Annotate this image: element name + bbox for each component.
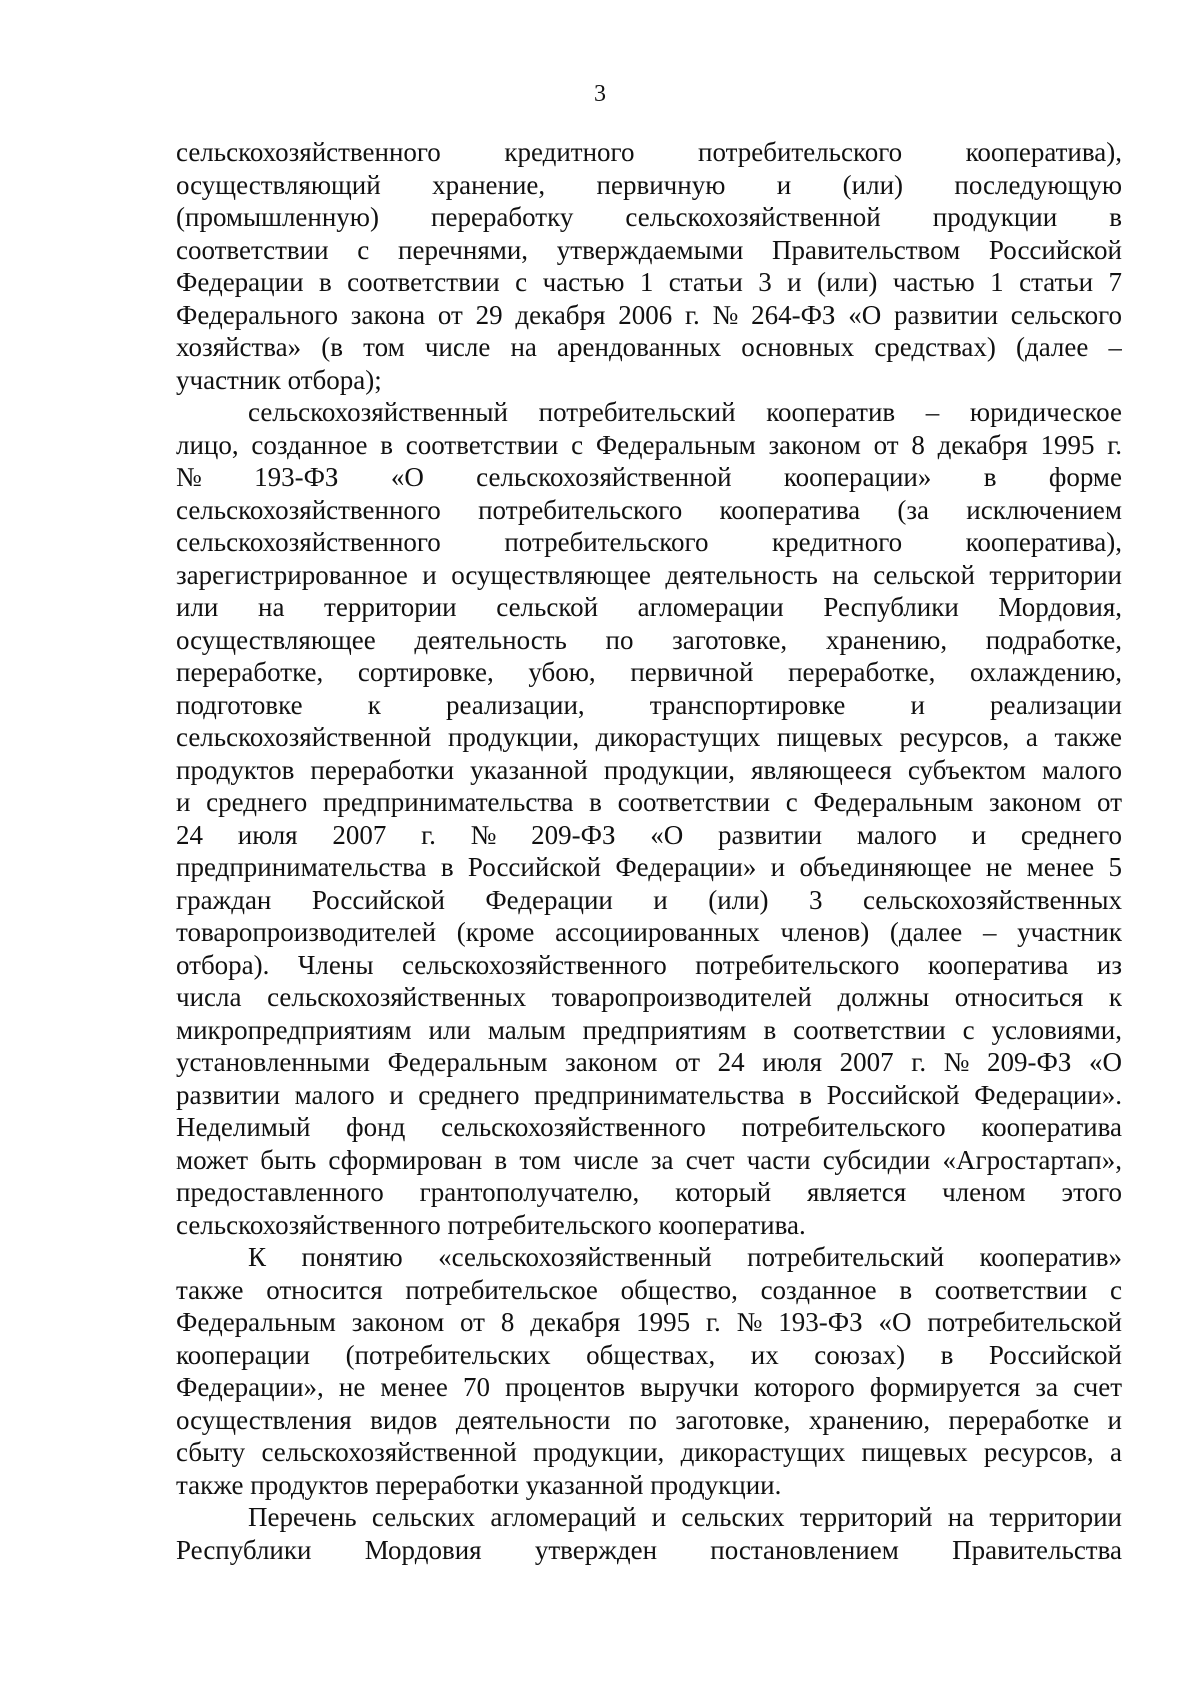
text-line: числа сельскохозяйственных товаропроизводителей должны относиться к — [176, 982, 1122, 1012]
text-line: осуществления видов деятельности по заготовке, хранению, переработке и — [176, 1404, 1122, 1435]
text-line: осуществляющий хранение, первичную и (или) последующую — [176, 169, 1122, 200]
text-line: также продуктов переработки указанной продукции. — [176, 1469, 782, 1500]
text-line: 24 июля 2007 г. № 209-ФЗ «О развитии малого и среднего — [176, 819, 1122, 850]
text-line: или на территории сельской агломерации Республики Мордовия, — [176, 592, 1122, 622]
text-line: осуществляющее деятельность по заготовке, хранению, подработке, — [176, 624, 1122, 655]
text-line: Федерации», не менее 70 процентов выручки которого формируется за счет — [176, 1372, 1122, 1402]
text-line: может быть сформирован в том числе за счет части субсидии «Агростартап», — [176, 1144, 1122, 1175]
text-line: предоставленного грантополучателю, который является членом этого — [176, 1177, 1122, 1207]
document-body — [176, 136, 1122, 1566]
text-line: переработке, сортировке, убою, первичной переработке, охлаждению, — [176, 657, 1122, 687]
text-line: также относится потребительское общество, созданное в соответствии с — [176, 1274, 1122, 1305]
text-line: Федерального закона от 29 декабря 2006 г. № 264-ФЗ «О развитии сельского — [176, 299, 1122, 330]
text-line: отбора). Члены сельскохозяйственного потребительского кооператива из — [176, 949, 1122, 980]
text-line: Федерации в соответствии с частью 1 статьи 3 и (или) частью 1 статьи 7 — [176, 267, 1122, 297]
text-line: соответствии с перечнями, утверждаемыми Правительством Российской — [176, 234, 1122, 265]
text-line: сельскохозяйственного кредитного потребительского кооператива), — [176, 137, 1122, 167]
text-line: лицо, созданное в соответствии с Федеральным законом от 8 декабря 1995 г. — [176, 429, 1122, 460]
text-line: продуктов переработки указанной продукции, являющееся субъектом малого — [176, 754, 1122, 785]
paragraph-first-line: сельскохозяйственный потребительский кооператив – юридическое — [248, 397, 1122, 427]
text-line: зарегистрированное и осуществляющее деятельность на сельской территории — [176, 559, 1122, 590]
text-line: товаропроизводителей (кроме ассоциированных членов) (далее – участник — [176, 917, 1122, 947]
text-line: предпринимательства в Российской Федерации» и объединяющее не менее 5 — [176, 852, 1122, 882]
text-line: сельскохозяйственного потребительского кооператива (за исключением — [176, 494, 1122, 525]
text-line: сбыту сельскохозяйственной продукции, дикорастущих пищевых ресурсов, а — [176, 1437, 1122, 1467]
text-line: сельскохозяйственного потребительского кредитного кооператива), — [176, 527, 1122, 557]
text-line: Республики Мордовия утвержден постановлением Правительства — [176, 1534, 1122, 1565]
text-line: развитии малого и среднего предпринимательства в Российской Федерации». — [176, 1079, 1122, 1110]
text-line: хозяйства» (в том числе на арендованных основных средствах) (далее – — [176, 332, 1122, 362]
text-line: установленными Федеральным законом от 24 июля 2007 г. № 209-ФЗ «О — [176, 1047, 1122, 1077]
text-line: и среднего предпринимательства в соответствии с Федеральным законом от — [176, 787, 1122, 817]
text-line: сельскохозяйственной продукции, дикорастущих пищевых ресурсов, а также — [176, 722, 1122, 752]
text-line: Федеральным законом от 8 декабря 1995 г. № 193-ФЗ «О потребительской — [176, 1307, 1122, 1337]
text-line: подготовке к реализации, транспортировке и реализации — [176, 689, 1122, 720]
text-line: микропредприятиям или малым предприятиям в соответствии с условиями, — [176, 1014, 1122, 1045]
text-line: участник отбора); — [176, 364, 382, 395]
text-line: Неделимый фонд сельскохозяйственного потребительского кооператива — [176, 1112, 1122, 1142]
paragraph-first-line: К понятию «сельскохозяйственный потребительский кооператив» — [248, 1242, 1122, 1272]
text-line: (промышленную) переработку сельскохозяйственной продукции в — [176, 202, 1122, 232]
text-line: № 193-ФЗ «О сельскохозяйственной кооперации» в форме — [176, 462, 1122, 492]
page-number: 3 — [594, 81, 606, 107]
text-line: сельскохозяйственного потребительского кооператива. — [176, 1209, 806, 1240]
text-line: кооперации (потребительских обществах, их союзах) в Российской — [176, 1339, 1122, 1370]
text-line: граждан Российской Федерации и (или) 3 сельскохозяйственных — [176, 884, 1122, 915]
paragraph-first-line: Перечень сельских агломераций и сельских территорий на территории — [248, 1502, 1122, 1532]
